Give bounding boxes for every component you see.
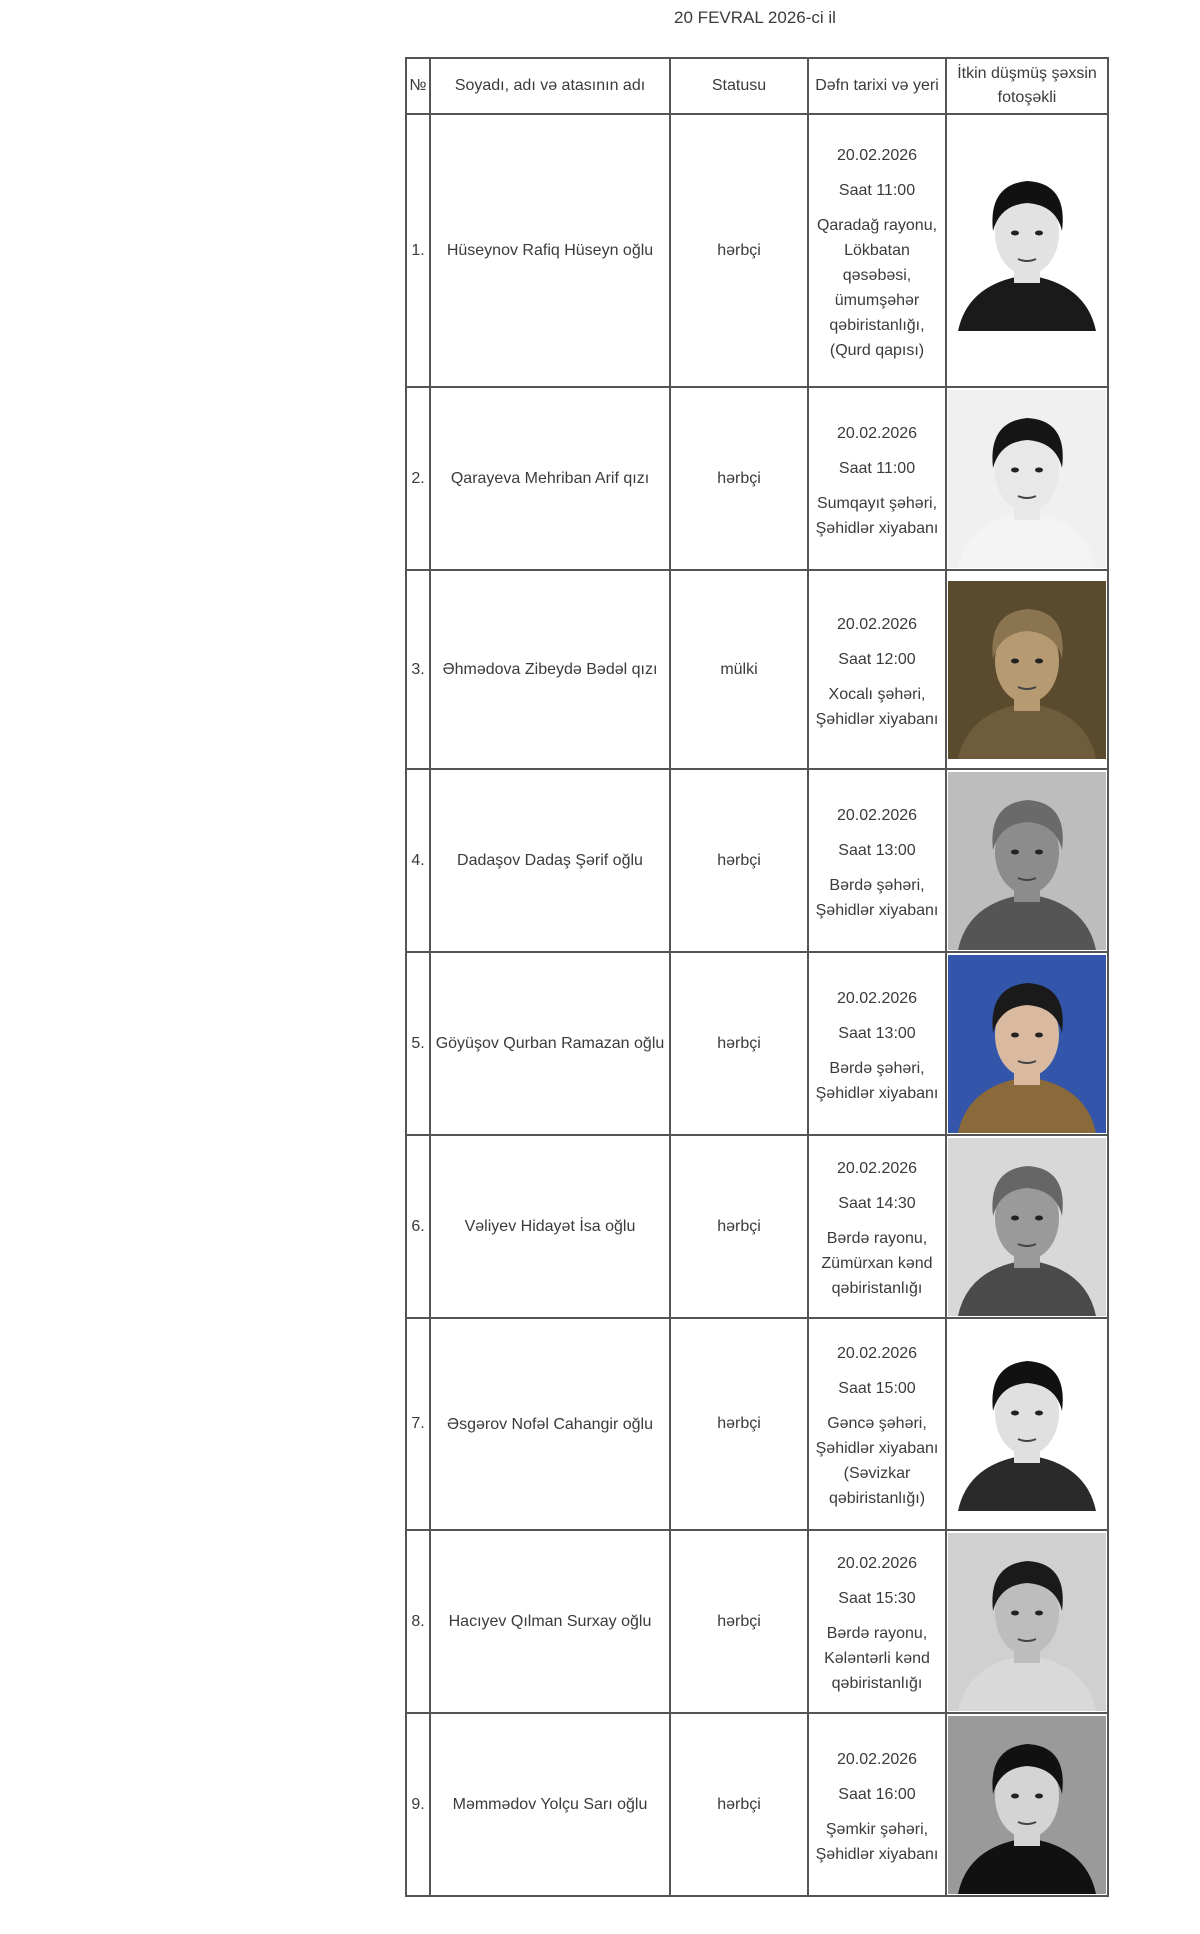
- header-burial: Dəfn tarixi və yeri: [808, 58, 946, 114]
- row-full-name: Əsgərov Nofəl Cahangir oğlu: [430, 1318, 670, 1530]
- row-full-name: Dadaşov Dadaş Şərif oğlu: [430, 769, 670, 952]
- burial-place: Bərdə rayonu, Zümürxan kənd qəbiristanlığı: [821, 1230, 933, 1297]
- row-burial-info: [808, 1713, 946, 1896]
- row-full-name: Vəliyev Hidayət İsa oğlu: [430, 1135, 670, 1318]
- row-status: mülki: [670, 570, 808, 769]
- row-photo-cell: [946, 1713, 1108, 1896]
- page-date-heading: 20 FEVRAL 2026-ci il: [674, 8, 836, 27]
- row-photo-cell: [946, 1135, 1108, 1318]
- burial-place: Qaradağ rayonu, Lökbatan qəsəbəsi, ümumşəhər qəbiristanlığı, (Qurd qapısı): [816, 216, 938, 359]
- row-full-name: Hüseynov Rafiq Hüseyn oğlu: [430, 114, 670, 387]
- burial-date: 20.02.2026: [836, 989, 918, 1007]
- table-row: [406, 1713, 1108, 1896]
- portrait-photo: [948, 390, 1106, 568]
- burial-place: Şəmkir şəhəri, Şəhidlər xiyabanı: [815, 1820, 939, 1863]
- row-photo-cell: [946, 114, 1108, 387]
- row-status: hərbçi: [670, 1318, 808, 1530]
- row-photo-cell: [946, 952, 1108, 1135]
- header-status: Statusu: [670, 58, 808, 114]
- row-status: hərbçi: [670, 1713, 808, 1896]
- row-full-name: Məmmədov Yolçu Sarı oğlu: [430, 1713, 670, 1896]
- burial-time: Saat 16:00: [838, 1785, 916, 1803]
- burial-time: Saat 14:30: [838, 1195, 916, 1212]
- row-number: 9.: [406, 1713, 430, 1896]
- burial-time: Saat 11:00: [838, 459, 916, 477]
- burial-time: Saat 15:00: [838, 1380, 916, 1397]
- burial-place: Bərdə şəhəri, Şəhidlər xiyabanı: [815, 876, 939, 919]
- header-number: №: [406, 58, 430, 114]
- row-burial-info: [808, 570, 946, 769]
- portrait-photo: [948, 1333, 1106, 1511]
- table-row: [406, 769, 1108, 952]
- burial-place: Xocalı şəhəri, Şəhidlər xiyabanı: [815, 685, 939, 728]
- row-photo-cell: [946, 1318, 1108, 1530]
- burial-date: 20.02.2026: [836, 146, 918, 164]
- row-number: 5.: [406, 952, 430, 1135]
- row-status: hərbçi: [670, 1530, 808, 1713]
- row-full-name: Göyüşov Qurban Ramazan oğlu: [430, 952, 670, 1135]
- portrait-photo: [948, 153, 1106, 331]
- burial-time: Saat 13:00: [838, 841, 916, 859]
- portrait-photo: [948, 1138, 1106, 1316]
- row-full-name: Qarayeva Mehriban Arif qızı: [430, 387, 670, 570]
- header-photo: İtkin düşmüş şəxsin fotoşəkli: [946, 58, 1108, 114]
- burial-time: Saat 13:00: [838, 1024, 916, 1042]
- burial-schedule-table: [405, 57, 1109, 1897]
- row-status: hərbçi: [670, 114, 808, 387]
- row-photo-cell: [946, 387, 1108, 570]
- table-row: [406, 387, 1108, 570]
- row-number: 3.: [406, 570, 430, 769]
- portrait-photo: [948, 1716, 1106, 1894]
- burial-date: 20.02.2026: [836, 1555, 918, 1572]
- row-photo-cell: [946, 769, 1108, 952]
- row-number: 8.: [406, 1530, 430, 1713]
- burial-date: 20.02.2026: [836, 806, 918, 824]
- row-number: 6.: [406, 1135, 430, 1318]
- row-status: hərbçi: [670, 769, 808, 952]
- portrait-photo: [948, 581, 1106, 759]
- table-row: [406, 1530, 1108, 1713]
- burial-date: 20.02.2026: [836, 615, 918, 633]
- row-number: 1.: [406, 114, 430, 387]
- row-number: 7.: [406, 1318, 430, 1530]
- burial-date: 20.02.2026: [836, 424, 918, 442]
- row-status: hərbçi: [670, 952, 808, 1135]
- table-row: [406, 114, 1108, 387]
- table-row: [406, 1135, 1108, 1318]
- burial-place: Bərdə rayonu, Kələntərli kənd qəbiristanlığı: [824, 1625, 930, 1692]
- portrait-photo: [948, 772, 1106, 950]
- header-name: Soyadı, adı və atasının adı: [430, 58, 670, 114]
- burial-time: Saat 12:00: [838, 650, 916, 668]
- portrait-photo: [948, 955, 1106, 1133]
- row-burial-info: [808, 1530, 946, 1713]
- burial-date: 20.02.2026: [836, 1345, 918, 1362]
- row-burial-info: [808, 114, 946, 387]
- row-burial-info: [808, 1135, 946, 1318]
- burial-date: 20.02.2026: [836, 1750, 918, 1768]
- row-number: 4.: [406, 769, 430, 952]
- portrait-photo: [948, 1533, 1106, 1711]
- row-status: hərbçi: [670, 1135, 808, 1318]
- row-burial-info: [808, 387, 946, 570]
- burial-place: Gəncə şəhəri, Şəhidlər xiyabanı (Səvizkar qəbiristanlığı): [815, 1415, 939, 1507]
- table-row: [406, 952, 1108, 1135]
- row-photo-cell: [946, 1530, 1108, 1713]
- table-header-row: [406, 58, 1108, 114]
- row-burial-info: [808, 952, 946, 1135]
- burial-date: 20.02.2026: [836, 1160, 918, 1177]
- table-row: [406, 570, 1108, 769]
- table-row: [406, 1318, 1108, 1530]
- burial-place: Sumqayıt şəhəri, Şəhidlər xiyabanı: [815, 494, 939, 537]
- burial-place: Bərdə şəhəri, Şəhidlər xiyabanı: [815, 1059, 939, 1102]
- row-burial-info: [808, 769, 946, 952]
- row-burial-info: [808, 1318, 946, 1530]
- row-full-name: Hacıyev Qılman Surxay oğlu: [430, 1530, 670, 1713]
- burial-time: Saat 15:30: [838, 1590, 916, 1607]
- row-photo-cell: [946, 570, 1108, 769]
- row-number: 2.: [406, 387, 430, 570]
- burial-time: Saat 11:00: [838, 181, 916, 199]
- row-status: hərbçi: [670, 387, 808, 570]
- row-full-name: Əhmədova Zibeydə Bədəl qızı: [430, 570, 670, 769]
